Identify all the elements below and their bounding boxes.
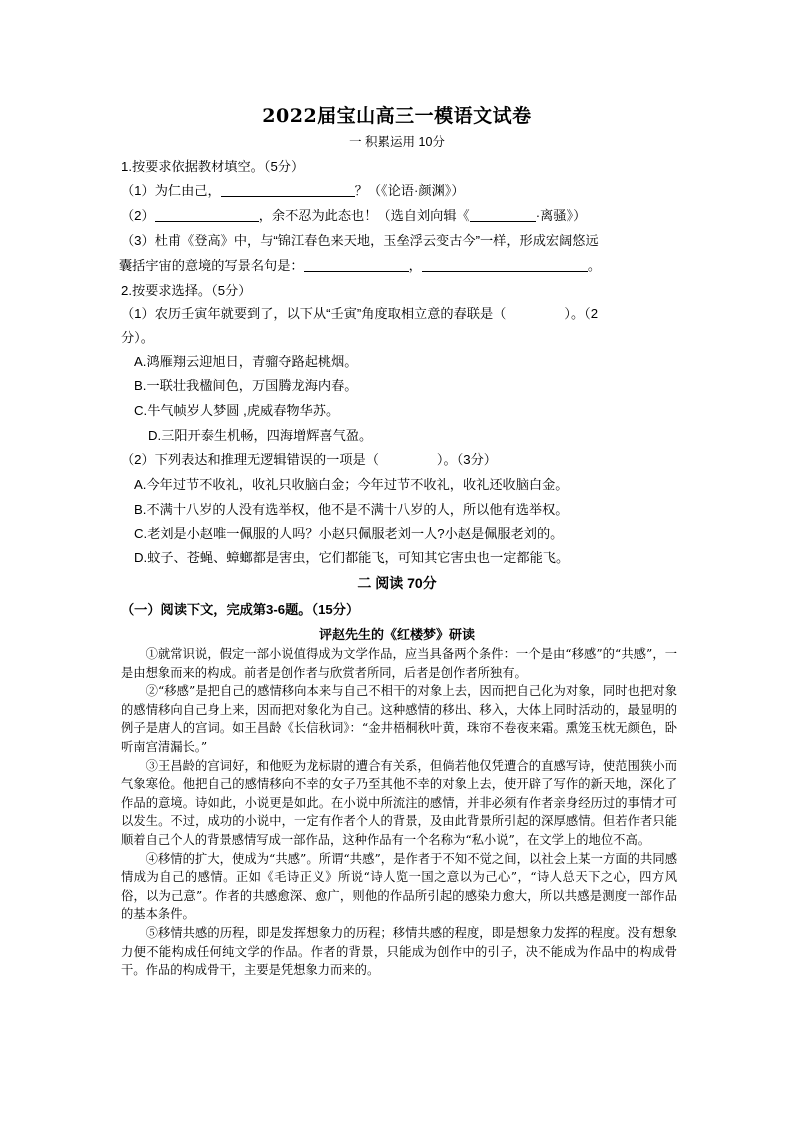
q1-a-suffix: ？（《论语·颜渊》） [354, 183, 465, 198]
exam-title: 2022届宝山高三一模语文试卷 [262, 105, 532, 127]
article-paragraph-1: ①就常识说，假定一部小说值得成为文学作品，应当具备两个条件：一个是由“移感”的“共感”，一是由想象而来的构成。前者是创作者与欣赏者所同，后者是创作者所独有。 [121, 647, 677, 680]
q1-c-end: 。 [587, 258, 601, 273]
q1-b-blank-2[interactable] [470, 207, 536, 222]
article-body [121, 645, 677, 980]
q1-b-suffix: ·离骚》） [535, 208, 587, 223]
q1-part-a [121, 181, 701, 201]
q1-c-prefix: 囊括宇宙的意境的写景名句是： [119, 258, 304, 273]
q2-sub2-prefix: （2）下列表达和推理无逻辑错误的一项是（ [121, 452, 379, 467]
q2-sub2-option-d: D.蚊子、苍蝇、蟑螂都是害虫，它们都能飞，可知其它害虫也一定都能飞。 [134, 550, 570, 565]
q1-part-b [121, 206, 701, 226]
article-title: 评赵先生的《红楼梦》研读 [318, 628, 475, 643]
part2-heading: 二 阅读 70分 [357, 575, 437, 591]
q2-sub1-prefix: （1）农历壬寅年就要到了，以下从“壬寅”角度取相立意的春联是（ [121, 306, 507, 321]
article-paragraph-5: ⑤移情共感的历程，即是发挥想象力的历程；移情共感的程度，即是想象力发挥的程度。没有想象力便不能构成任何纯文学的作品。作者的背景，只能成为创作中的引子，决不能成为作品中的构成骨干。作品的构成骨干，主要是凭想象力而来的。 [121, 925, 677, 978]
q2-sub1 [121, 304, 701, 324]
q1-b-blank-1[interactable] [155, 207, 259, 222]
q1-stem: 1.按要求依据教材填空。（5分） [121, 159, 305, 174]
q2-sub2-option-c: C.老刘是小赵唯一佩服的人吗？小赵只佩服老刘一人?小赵是佩服老刘的。 [134, 526, 564, 541]
q2-sub2 [121, 450, 701, 470]
q2-sub1-option-a: A.鸿雁翔云迎旭日，青骝夺路起桃烟。 [134, 354, 358, 369]
article-paragraph-3: ③王昌龄的宫词好，和他贬为龙标尉的遭合有关系，但倘若他仅凭遭合的直感写诗，使范围狭小而气象寒伧。他把自己的感情移向不幸的女子乃至其他不幸的对象上去，使开辟了写作的新天地，深化了作品的意境。诗如此，小说更是如此。在小说中所流注的感情，并非必须有作者亲身经历过的事情才可以发生。不过，成功的小说中，一定有作者个人的背景，及由此背景所引起的深厚感情。但若作者只能顺着自己个人的背景感情写成一部作品，这种作品有一个名称为“私小说”，在文学上的地位不高。 [121, 758, 677, 847]
reading-instruction: （一）阅读下文，完成第3-6题。（15分） [121, 602, 360, 617]
article-paragraph-2: ②“移感”是把自己的感情移向本来与自己不相干的对象上去，因而把自己化为对象，同时也把对象的感情移向自己身上来，因而把对象化为自己。这种感情的移出、移入，大体上同时活动的，最显明的例子是唐人的宫词。如王昌龄《长信秋词》：“金井梧桐秋叶黄，珠帘不卷夜来霜。熏笼玉枕无颜色，卧听南宫清漏长。” [121, 684, 677, 754]
part1-heading: 一 积累运用 10分 [349, 135, 445, 149]
q1-c-blank-2[interactable] [422, 257, 588, 272]
q2-stem: 2.按要求选择。（5分） [121, 283, 252, 298]
q2-sub1-cont: 分）。 [121, 330, 154, 345]
q1-c-line1: （3）杜甫《登高》中，与“锦江春色来天地，玉垒浮云变古今”一样，形成宏阔悠远 [121, 233, 599, 248]
q1-a-blank[interactable] [221, 182, 355, 197]
q2-sub1-suffix: ）。（2 [564, 306, 599, 321]
q1-c-blank-1[interactable] [304, 257, 409, 272]
q2-sub1-option-c: C.牛气帧岁人梦圆 ,虎威春物华苏。 [134, 403, 340, 418]
q2-sub1-option-d: D.三阳开泰生机畅，四海增辉喜气盈。 [148, 428, 373, 443]
q2-sub2-option-a: A.今年过节不收礼，收礼只收脑白金；今年过节不收礼，收礼还收脑白金。 [134, 477, 569, 492]
q1-a-prefix: （1）为仁由己， [121, 183, 221, 198]
q1-part-c-line2 [119, 256, 699, 276]
q2-sub2-option-b: B.不满十八岁的人没有选举权，他不是不满十八岁的人，所以他有选举权。 [134, 502, 569, 517]
q2-sub2-suffix: ）。（3分） [436, 452, 497, 467]
q1-c-sep: ， [408, 258, 422, 273]
q1-b-middle: ，余不忍为此态也！（选自刘向辑《 [258, 208, 470, 223]
q1-b-prefix: （2） [121, 208, 155, 223]
article-paragraph-4: ④移情的扩大，使成为“共感”。所谓“共感”，是作者于不知不觉之间，以社会上某一方面的共同感情成为自己的感情。正如《毛诗正义》所说“诗人览一国之意以为己心”，“诗人总天下之心，四方风俗，以为己意”。作者的共感愈深、愈广，则他的作品所引起的感染力愈大，所以共感是测度一部作品的基本条件。 [121, 851, 677, 922]
q2-sub1-option-b: B.一联壮我楹间色，万国腾龙海内春。 [134, 378, 358, 393]
